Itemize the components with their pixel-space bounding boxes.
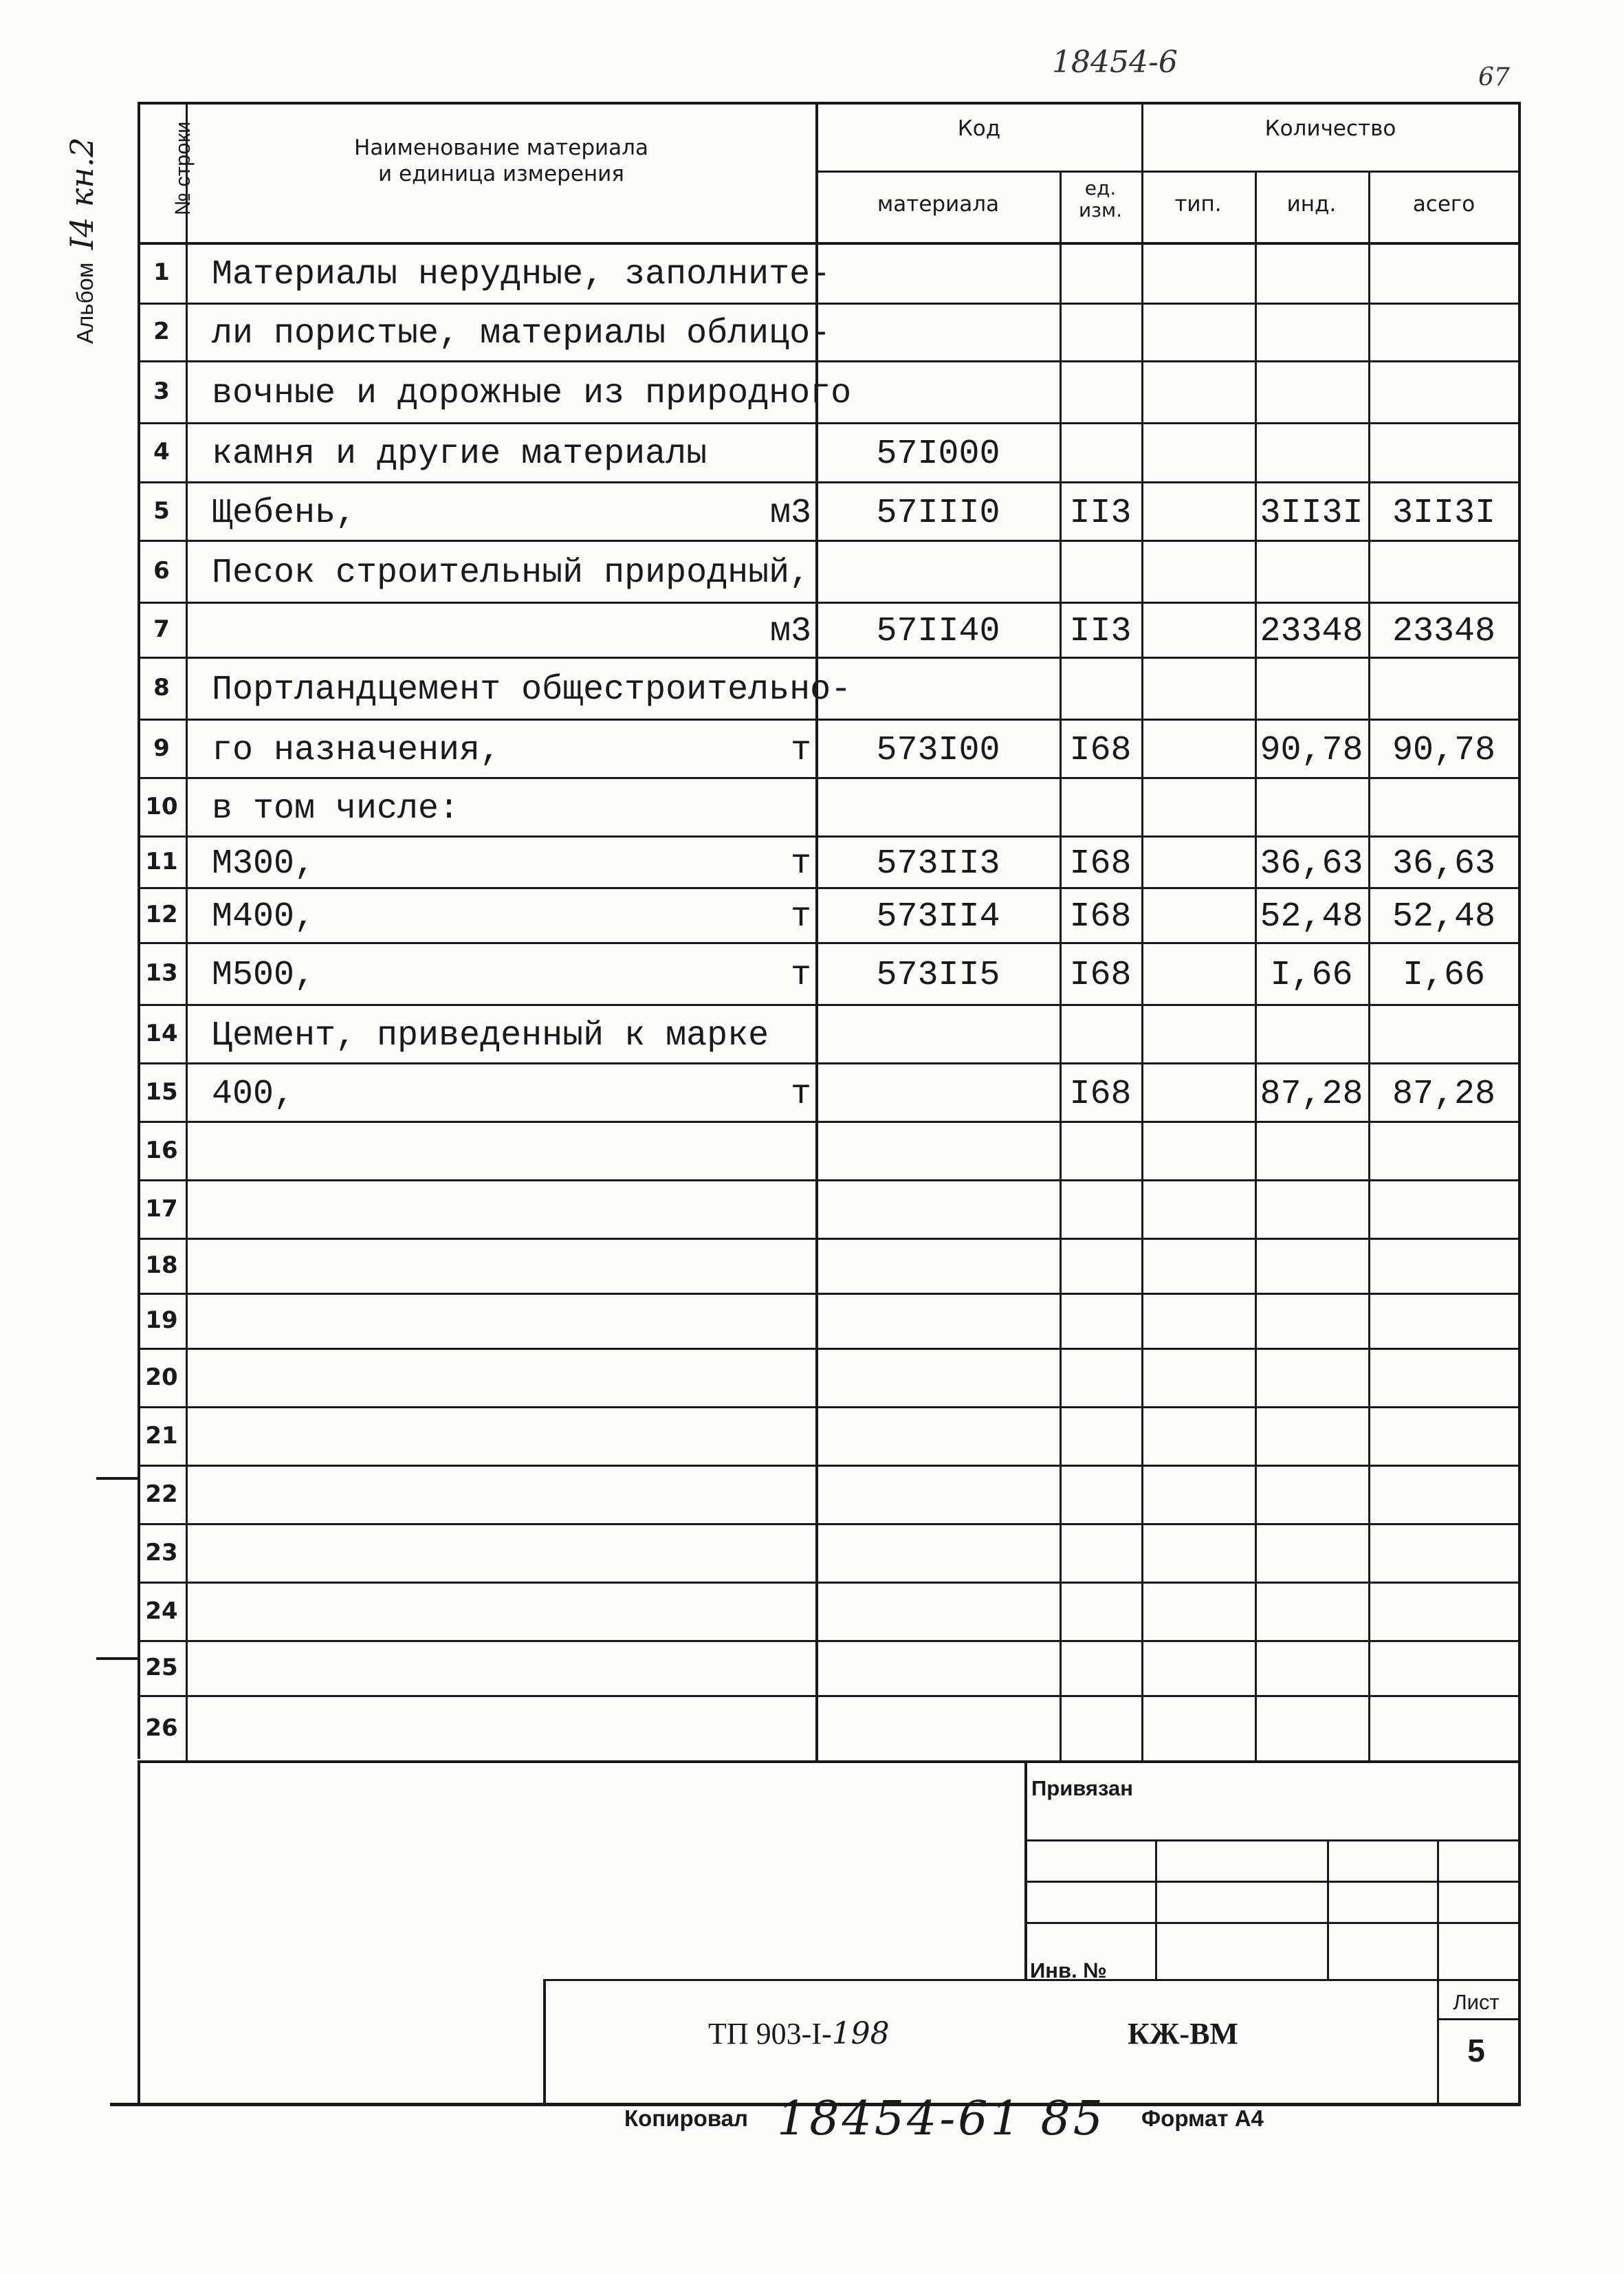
quantity-total: 36,63	[1392, 844, 1496, 884]
row-number: 9	[153, 734, 170, 762]
quantity-total: 87,28	[1392, 1074, 1496, 1114]
quantity-total: 90,78	[1392, 730, 1496, 770]
row-line	[138, 360, 1519, 362]
material-name: го назначения,	[212, 730, 501, 770]
typ-header: тип.	[1174, 192, 1222, 217]
row-number: 10	[145, 792, 178, 820]
unit-code: I68	[1069, 897, 1132, 937]
row-number: 3	[153, 378, 170, 405]
row-line	[138, 1179, 1519, 1181]
quantity-column-line	[1141, 102, 1143, 1760]
top-archive-stamp: 18454-6	[1052, 45, 1178, 80]
stamp-left-line	[1024, 1760, 1027, 1980]
row-number: 24	[145, 1597, 178, 1625]
row-line	[138, 942, 1519, 944]
row-number: 16	[145, 1136, 178, 1164]
sheet-label: Лист	[1453, 1990, 1500, 2014]
subheader-line	[817, 171, 1519, 173]
row-line	[138, 422, 1519, 424]
material-code: 573II3	[876, 844, 1000, 884]
name-header-line2: и единица измерения	[378, 162, 624, 186]
top-corner-number: 67	[1478, 63, 1510, 91]
margin-tick	[96, 1477, 140, 1480]
unit-of-measure: м3	[769, 612, 811, 651]
row-line	[138, 1695, 1519, 1697]
code-header: Код	[957, 116, 1001, 141]
row-number: 1	[153, 259, 170, 286]
material-name: в том числе:	[212, 789, 460, 829]
copied-label: Копировал	[624, 2106, 749, 2131]
row-line	[138, 1121, 1519, 1123]
row-line	[138, 657, 1519, 659]
unit-header-line2: изм.	[1078, 199, 1123, 221]
material-code: 57II40	[876, 612, 1000, 651]
row-line	[138, 1465, 1519, 1467]
stamp-cell-line	[1327, 1839, 1329, 1979]
row-number: 20	[145, 1363, 178, 1391]
quantity-total: 23348	[1392, 612, 1496, 651]
quantity-total: 3II3I	[1392, 493, 1496, 533]
unit-code: I68	[1069, 844, 1132, 884]
material-name: Песок строительный природный,	[212, 554, 811, 593]
privyazan-label: Привязан	[1031, 1776, 1133, 1800]
unit-code: I68	[1069, 956, 1132, 995]
material-name: Цемент, приведенный к марке	[212, 1016, 769, 1056]
row-line	[138, 602, 1519, 604]
unit-code: I68	[1069, 1074, 1132, 1114]
row-number-column-line	[186, 102, 188, 1760]
material-code: 573II5	[876, 956, 1000, 995]
material-name: Портландцемент общестроительно-	[212, 670, 852, 710]
material-code: 573I00	[876, 730, 1000, 770]
quantity-ind: I,66	[1270, 956, 1353, 995]
row-number: 21	[145, 1421, 178, 1450]
row-number: 6	[153, 557, 170, 584]
table-left-border	[138, 102, 140, 1759]
material-name: Щебень,	[212, 493, 357, 533]
material-code: 57III0	[876, 493, 1000, 533]
unit-code: II3	[1069, 493, 1132, 533]
quantity-header: Количество	[1264, 116, 1396, 141]
row-line	[138, 719, 1519, 721]
row-number: 5	[153, 496, 170, 525]
unit-of-measure: м3	[769, 493, 811, 533]
row-line	[138, 1062, 1519, 1064]
row-number: 8	[153, 674, 170, 701]
name-header-line1: Наименование материала	[354, 135, 648, 160]
row-number: 18	[145, 1251, 178, 1279]
row-line	[138, 1293, 1519, 1295]
margin-tick	[96, 1657, 140, 1660]
unit-header-line1: ед.	[1084, 177, 1117, 199]
material-code: 57I000	[876, 435, 1000, 474]
name-header	[186, 135, 817, 187]
row-number: 22	[145, 1480, 178, 1508]
document-code-printed: ТП 903-I-	[708, 2017, 832, 2051]
material-name: камня и другие материалы	[212, 435, 707, 474]
material-name: М400,	[212, 897, 316, 937]
row-line	[138, 1004, 1519, 1006]
album-number: I4 кн.2	[63, 137, 100, 250]
row-line	[138, 1760, 1519, 1763]
sheet-divider-line	[1437, 2018, 1519, 2020]
row-number: 14	[145, 1019, 178, 1047]
row-line	[138, 1640, 1519, 1642]
material-name: М300,	[212, 844, 316, 884]
album-label: Альбом	[72, 262, 98, 344]
row-line	[138, 1582, 1519, 1584]
row-number: 17	[145, 1194, 178, 1223]
row-number: 7	[153, 615, 170, 643]
quantity-ind: 90,78	[1260, 730, 1363, 770]
album-side-label	[63, 0, 100, 344]
material-name: Материалы нерудные, заполните-	[212, 255, 831, 294]
unit-code: II3	[1069, 612, 1132, 651]
row-line	[138, 1348, 1519, 1350]
row-line	[138, 540, 1519, 542]
unit-code: I68	[1069, 730, 1132, 770]
row-number: 2	[153, 318, 170, 345]
row-number: 25	[145, 1654, 178, 1681]
inv-no-label: Инв. №	[1030, 1958, 1107, 1982]
quantity-ind: 3II3I	[1260, 493, 1363, 533]
unit-of-measure: т	[790, 897, 811, 937]
sheet-number: 5	[1467, 2033, 1485, 2068]
stamp-line	[1024, 1881, 1519, 1883]
material-header: материала	[877, 192, 1000, 217]
row-line	[138, 835, 1519, 838]
unit-of-measure: т	[790, 956, 811, 995]
row-line	[138, 242, 1519, 245]
material-code: 573II4	[876, 897, 1000, 937]
material-name: М500,	[212, 956, 316, 995]
row-number: 13	[145, 959, 178, 987]
row-number: 4	[153, 438, 170, 466]
stamp-cell-line	[1155, 1839, 1157, 1979]
row-number: 19	[145, 1307, 178, 1334]
row-line	[138, 481, 1519, 483]
title-block-left-line	[543, 1979, 546, 2103]
row-line	[138, 887, 1519, 889]
row-number: 23	[145, 1538, 178, 1566]
unit-of-measure: т	[790, 730, 811, 770]
stamp-line	[1024, 1922, 1519, 1924]
table-top-border	[138, 102, 1519, 105]
row-line	[138, 303, 1519, 305]
quantity-ind: 87,28	[1260, 1074, 1363, 1114]
row-number: 15	[145, 1078, 178, 1106]
quantity-total: 52,48	[1392, 897, 1496, 937]
format-label: Формат А4	[1141, 2106, 1264, 2131]
row-line	[138, 1406, 1519, 1408]
row-number: 11	[145, 847, 178, 875]
stamp-line	[1024, 1839, 1519, 1841]
quantity-ind: 23348	[1260, 612, 1363, 651]
row-line	[138, 1523, 1519, 1525]
unit-of-measure: т	[790, 844, 811, 884]
material-name: ли пористые, материалы облицо-	[212, 314, 831, 353]
row-number: 26	[145, 1714, 178, 1742]
row-line	[138, 777, 1519, 779]
ind-header: инд.	[1286, 192, 1337, 217]
unit-header	[1060, 177, 1141, 221]
quantity-ind: 52,48	[1260, 897, 1363, 937]
material-name: 400,	[212, 1074, 295, 1114]
quantity-total: I,66	[1402, 956, 1486, 995]
total-header: асего	[1412, 192, 1475, 217]
quantity-ind: 36,63	[1260, 844, 1363, 884]
row-no-header: № строки	[171, 121, 195, 216]
row-number: 12	[145, 901, 178, 928]
material-name: вочные и дорожные из природного	[212, 374, 852, 413]
frame-left-border-lower	[138, 1760, 140, 2104]
document-mark: КЖ-ВМ	[1128, 2017, 1238, 2051]
unit-of-measure: т	[790, 1074, 811, 1114]
copied-number: 18454-61 85	[777, 2092, 1106, 2146]
row-line	[138, 1238, 1519, 1240]
document-code-handwritten: 198	[831, 2016, 890, 2051]
document-code	[708, 2016, 890, 2051]
